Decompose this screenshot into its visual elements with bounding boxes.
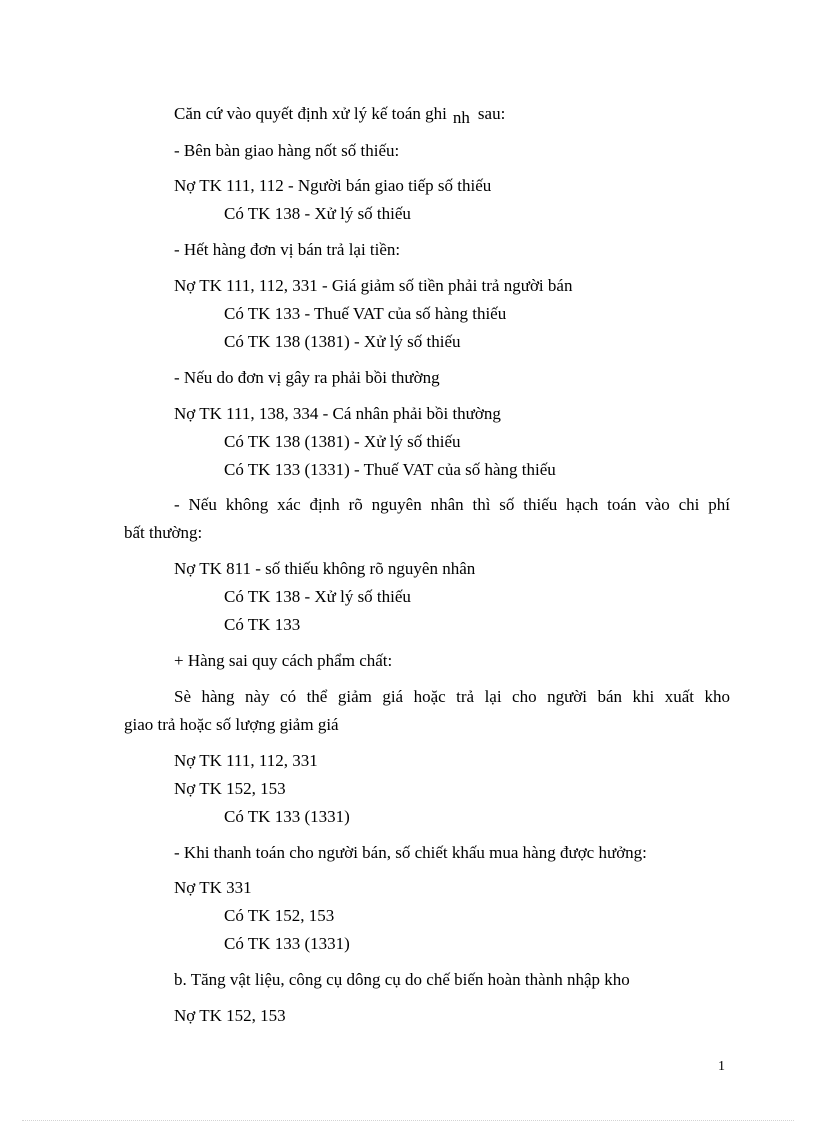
credit-entry: Có TK 152, 153 [224,906,335,925]
debit-entry: Nợ TK 111, 138, 334 - Cá nhân phải bồi thường [174,404,501,423]
page-number: 1 [718,1059,725,1074]
text-line: - Khi thanh toán cho người bán, số chiết khấu mua hàng được hưởng: [174,843,647,862]
debit-entry: Nợ TK 111, 112, 331 - Giá giảm số tiền phải trả người bán [174,276,573,295]
debit-entry: Nợ TK 811 - số thiếu không rõ nguyên nhân [174,559,476,578]
text-line: - Hết hàng đơn vị bán trả lại tiền: [174,240,401,259]
text-line: - Bên bàn giao hàng nốt số thiếu: [174,141,400,160]
paragraph-line: Sè hàng này có thể giảm giá hoặc trả lại cho người bán khi xuất kho [174,687,730,706]
section-heading: + Hàng sai quy cách phẩm chất: [174,651,393,670]
paragraph-line-end: bất thường: [124,523,203,542]
footer-divider [22,1120,794,1121]
credit-entry: Có TK 133 (1331) [224,807,350,826]
section-heading: b. Tăng vật liệu, công cụ dông cụ do chế biến hoàn thành nhập kho [174,970,630,989]
paragraph-line: - Nếu không xác định rõ nguyên nhân thì số thiếu hạch toán vào chi phí [174,495,730,514]
debit-entry: Nợ TK 111, 112, 331 [174,751,318,770]
credit-entry: Có TK 138 - Xử lý số thiếu [224,204,411,223]
intro-text-end: sau: [477,104,506,123]
intro-subscript: nh [452,108,470,127]
credit-entry: Có TK 133 - Thuế VAT của số hàng thiếu [224,304,507,323]
debit-entry: Nợ TK 152, 153 [174,779,286,798]
debit-entry: Nợ TK 152, 153 [174,1006,286,1025]
debit-entry: Nợ TK 331 [174,878,252,897]
credit-entry: Có TK 133 (1331) [224,934,350,953]
credit-entry: Có TK 138 (1381) - Xử lý số thiếu [224,432,461,451]
text-line: - Nếu do đơn vị gây ra phải bồi thường [174,368,440,387]
credit-entry: Có TK 133 [224,615,301,634]
paragraph-line-end: giao trả hoặc số lượng giảm giá [124,715,339,734]
credit-entry: Có TK 138 (1381) - Xử lý số thiếu [224,332,461,351]
debit-entry: Nợ TK 111, 112 - Người bán giao tiếp số thiếu [174,176,492,195]
credit-entry: Có TK 138 - Xử lý số thiếu [224,587,411,606]
credit-entry: Có TK 133 (1331) - Thuế VAT của số hàng thiếu [224,460,556,479]
intro-text: Căn cứ vào quyết định xử lý kế toán ghi [174,104,447,123]
intro-line [174,104,506,127]
